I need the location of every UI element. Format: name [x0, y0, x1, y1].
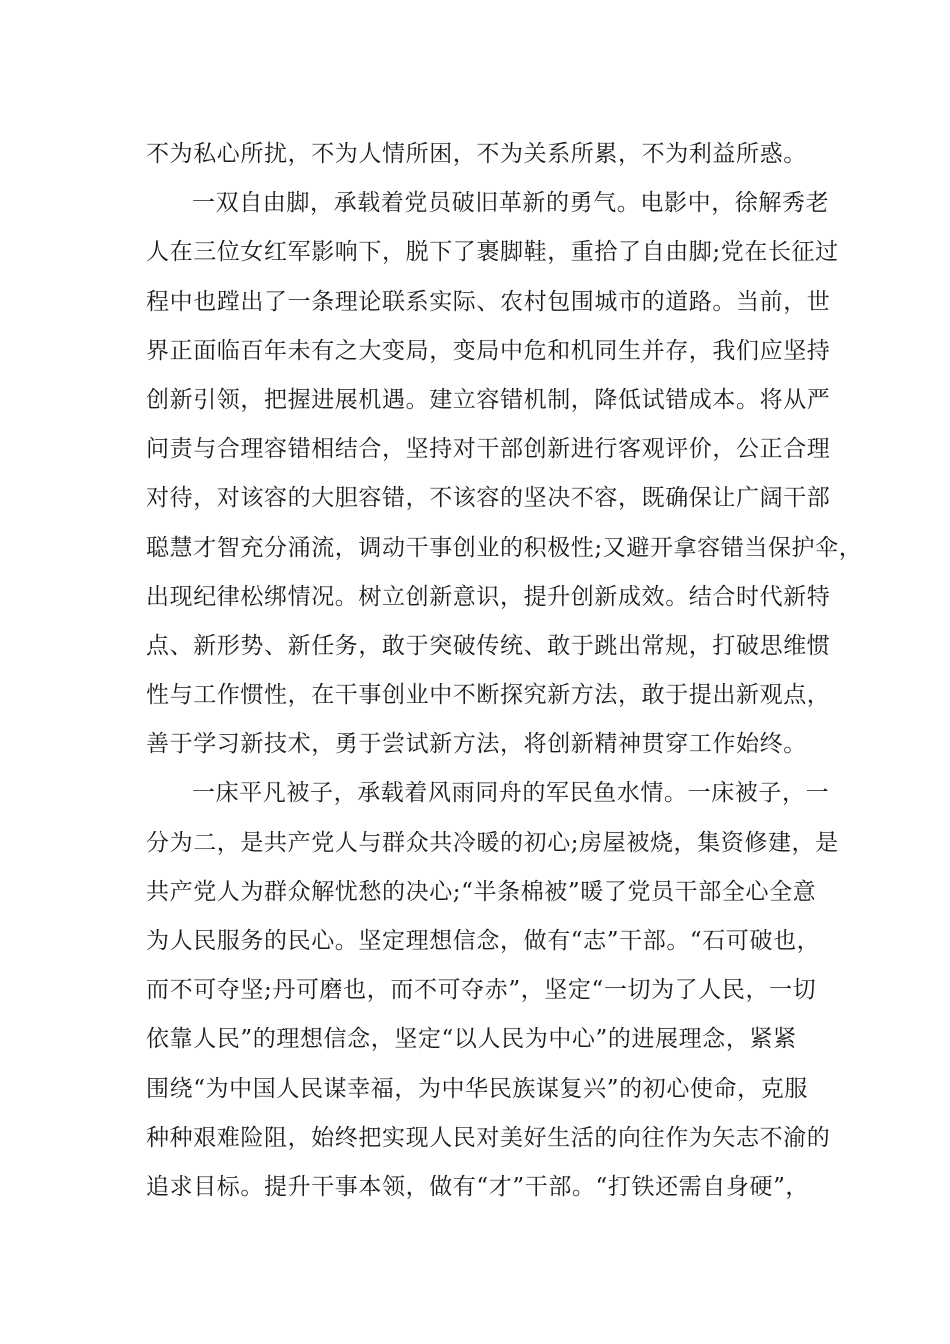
paragraph-start-line-14: 一床平凡被子，承载着风雨同舟的军民鱼水情。一床被子，一 [192, 780, 830, 807]
text-line-18: 而不可夺坚;丹可磨也，而不可夺赤”，坚定“一切为了人民，一切 [146, 977, 817, 1004]
text-line-21: 种种艰难险阻，始终把实现人民对美好生活的向往作为矢志不渝的 [146, 1124, 831, 1151]
text-line-17: 为人民服务的民心。坚定理想信念，做有“志”干部。“石可破也， [146, 928, 821, 954]
text-line-20: 围绕“为中国人民谋幸福，为中华民族谋复兴”的初心使命，克服 [146, 1075, 808, 1102]
text-line-5: 界正面临百年未有之大变局，变局中危和机同生并存，我们应坚持 [146, 337, 831, 364]
text-line-10: 出现纪律松绑情况。树立创新意识，提升创新成效。结合时代新特 [146, 583, 831, 610]
text-line-1: 不为私心所扰，不为人情所困，不为关系所累，不为利益所惑。 [146, 141, 807, 167]
text-line-3: 人在三位女红军影响下，脱下了裹脚鞋，重拾了自由脚;党在长征过 [146, 239, 839, 266]
text-line-19: 依靠人民”的理想信念，坚定“以人民为中心”的进展理念，紧紧 [146, 1026, 797, 1053]
text-line-11: 点、新形势、新任务，敢于突破传统、敢于跳出常规，打破思维惯 [146, 632, 831, 659]
text-line-9: 聪慧才智充分涌流，调动干事创业的积极性;又避开拿容错当保护伞， [146, 534, 863, 561]
text-line-16: 共产党人为群众解忧愁的决心;“半条棉被”暖了党员干部全心全意 [146, 878, 817, 905]
text-line-6: 创新引领，把握进展机遇。建立容错机制，降低试错成本。将从严 [146, 386, 831, 413]
paragraph-start-line-2: 一双自由脚，承载着党员破旧革新的勇气。电影中，徐解秀老 [192, 190, 830, 217]
text-line-7: 问责与合理容错相结合，坚持对干部创新进行客观评价，公正合理 [146, 436, 831, 463]
text-line-22: 追求目标。提升干事本领，做有“才”干部。“打铁还需自身硬”， [146, 1173, 810, 1200]
document-body [146, 130, 863, 1212]
text-line-13: 善于学习新技术，勇于尝试新方法，将创新精神贯穿工作始终。 [146, 731, 807, 758]
text-line-8: 对待，对该容的大胆容错，不该容的坚决不容，既确保让广阔干部 [146, 485, 831, 512]
text-line-4: 程中也蹚出了一条理论联系实际、农村包围城市的道路。当前，世 [146, 288, 831, 315]
text-line-15: 分为二，是共产党人与群众共冷暖的初心;房屋被烧，集资修建，是 [146, 829, 839, 856]
text-line-12: 性与工作惯性，在干事创业中不断探究新方法，敢于提出新观点， [146, 682, 831, 709]
